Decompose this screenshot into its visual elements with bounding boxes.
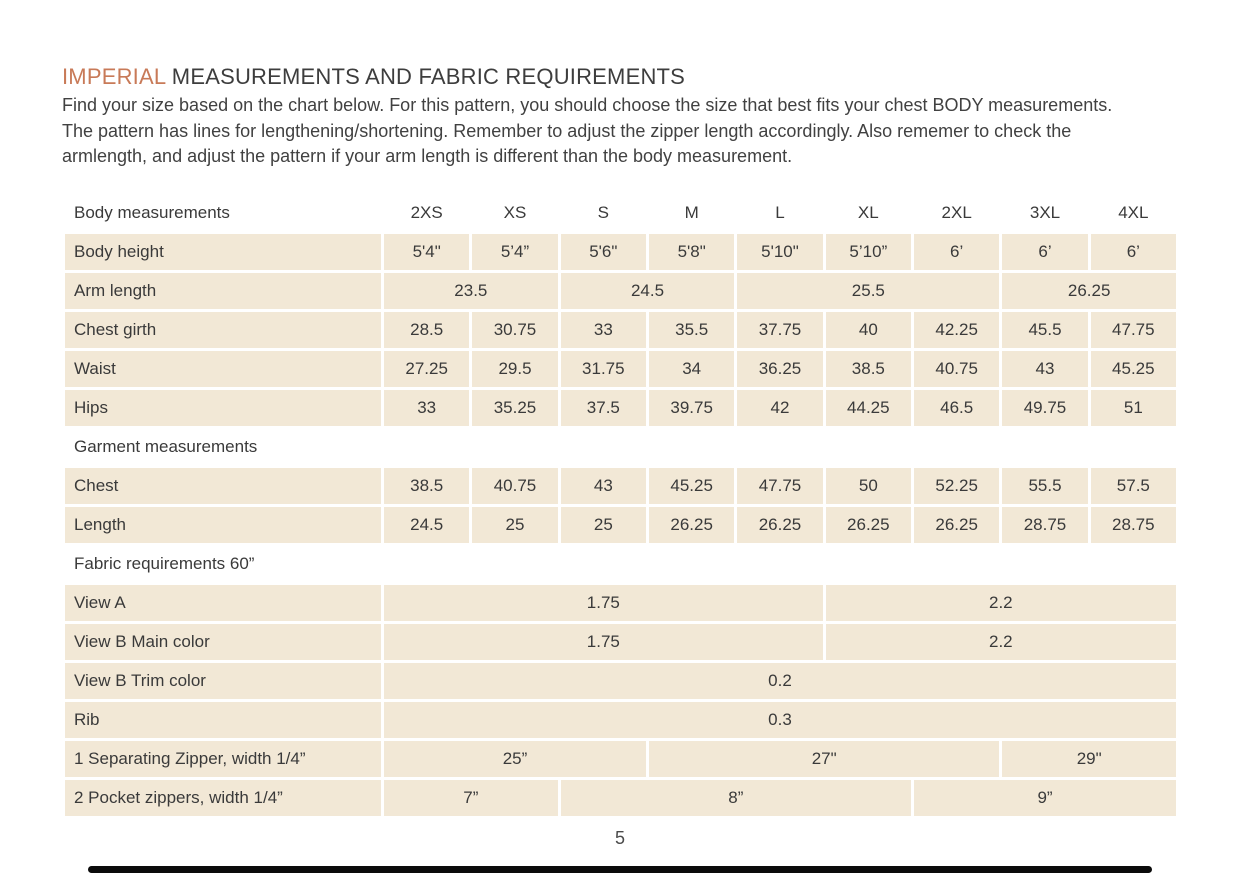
value-cell: 6’ xyxy=(1091,234,1176,270)
value-cell: 37.75 xyxy=(737,312,822,348)
value-cell: 45.25 xyxy=(1091,351,1176,387)
size-column-header: 4XL xyxy=(1118,203,1149,222)
value-cell: 43 xyxy=(561,468,646,504)
value-cell: 47.75 xyxy=(737,468,822,504)
size-column-header: L xyxy=(775,203,785,222)
value-cell: 46.5 xyxy=(914,390,999,426)
size-column-header: 3XL xyxy=(1029,203,1061,222)
value-cell: 25 xyxy=(472,507,557,543)
row-label: View B Main color xyxy=(65,624,381,660)
value-cell: 57.5 xyxy=(1091,468,1176,504)
value-cell: 51 xyxy=(1091,390,1176,426)
value-cell: 1.75 xyxy=(384,624,823,660)
value-cell: 50 xyxy=(826,468,911,504)
value-cell: 5’4” xyxy=(472,234,557,270)
value-cell: 31.75 xyxy=(561,351,646,387)
size-column-header: 2XS xyxy=(410,203,443,222)
value-cell: 2.2 xyxy=(826,624,1176,660)
value-cell: 30.75 xyxy=(472,312,557,348)
value-cell: 35.25 xyxy=(472,390,557,426)
value-cell: 0.3 xyxy=(384,702,1176,738)
value-cell: 42.25 xyxy=(914,312,999,348)
value-cell: 45.5 xyxy=(1002,312,1087,348)
row-label: Hips xyxy=(65,390,381,426)
value-cell: 33 xyxy=(384,390,469,426)
value-cell: 28.5 xyxy=(384,312,469,348)
value-cell: 40 xyxy=(826,312,911,348)
row-label: Chest girth xyxy=(65,312,381,348)
section-header: Garment measurements xyxy=(74,437,258,456)
value-cell: 8” xyxy=(561,780,911,816)
value-cell: 49.75 xyxy=(1002,390,1087,426)
bottom-bar xyxy=(88,866,1152,873)
row-label: 2 Pocket zippers, width 1/4” xyxy=(65,780,381,816)
value-cell: 33 xyxy=(561,312,646,348)
intro-paragraph: Find your size based on the chart below. For this pattern, you should choose the size that best fits your chest BODY measurements. The pattern has lines for lengthening/shortening. Remember to adjust the zipper length accordingly. Also rememer to check the armlength, and adjust the pattern if your arm length is different than the body measurement. xyxy=(62,95,1113,166)
value-cell: 27" xyxy=(649,741,999,777)
value-cell: 5'8" xyxy=(649,234,734,270)
value-cell: 1.75 xyxy=(384,585,823,621)
value-cell: 40.75 xyxy=(472,468,557,504)
value-cell: 2.2 xyxy=(826,585,1176,621)
value-cell: 25.5 xyxy=(737,273,999,309)
value-cell: 40.75 xyxy=(914,351,999,387)
value-cell: 38.5 xyxy=(384,468,469,504)
value-cell: 5'6" xyxy=(561,234,646,270)
value-cell: 28.75 xyxy=(1091,507,1176,543)
value-cell: 26.25 xyxy=(826,507,911,543)
value-cell: 38.5 xyxy=(826,351,911,387)
value-cell: 26.25 xyxy=(1002,273,1176,309)
value-cell: 42 xyxy=(737,390,822,426)
value-cell: 43 xyxy=(1002,351,1087,387)
value-cell: 45.25 xyxy=(649,468,734,504)
value-cell: 6’ xyxy=(1002,234,1087,270)
size-column-header: M xyxy=(684,203,699,222)
value-cell: 5'4" xyxy=(384,234,469,270)
size-table xyxy=(65,195,1176,816)
value-cell: 52.25 xyxy=(914,468,999,504)
size-column-header: S xyxy=(597,203,609,222)
value-cell: 25” xyxy=(384,741,646,777)
value-cell: 26.25 xyxy=(649,507,734,543)
row-label: Body height xyxy=(65,234,381,270)
value-cell: 6’ xyxy=(914,234,999,270)
value-cell: 26.25 xyxy=(737,507,822,543)
page-title-rest: MEASUREMENTS AND FABRIC REQUIREMENTS xyxy=(165,64,686,89)
row-label: View B Trim color xyxy=(65,663,381,699)
row-label: Arm length xyxy=(65,273,381,309)
page-title xyxy=(62,64,685,90)
size-column-header: 2XL xyxy=(941,203,972,222)
value-cell: 34 xyxy=(649,351,734,387)
value-cell: 37.5 xyxy=(561,390,646,426)
row-label: 1 Separating Zipper, width 1/4” xyxy=(65,741,381,777)
value-cell: 29" xyxy=(1002,741,1176,777)
value-cell: 5’10” xyxy=(826,234,911,270)
row-label: Length xyxy=(65,507,381,543)
value-cell: 29.5 xyxy=(472,351,557,387)
value-cell: 36.25 xyxy=(737,351,822,387)
row-label: Rib xyxy=(65,702,381,738)
value-cell: 24.5 xyxy=(384,507,469,543)
value-cell: 39.75 xyxy=(649,390,734,426)
value-cell: 55.5 xyxy=(1002,468,1087,504)
value-cell: 5'10" xyxy=(737,234,822,270)
size-column-header: XL xyxy=(857,203,879,222)
value-cell: 25 xyxy=(561,507,646,543)
value-cell: 23.5 xyxy=(384,273,558,309)
section-header: Fabric requirements 60” xyxy=(74,554,255,573)
value-cell: 44.25 xyxy=(826,390,911,426)
value-cell: 7” xyxy=(384,780,558,816)
page-number: 5 xyxy=(614,828,625,848)
row-label: Chest xyxy=(65,468,381,504)
row-label: View A xyxy=(65,585,381,621)
value-cell: 9” xyxy=(914,780,1176,816)
size-column-header: XS xyxy=(503,203,527,222)
page-title-accent: IMPERIAL xyxy=(62,64,166,89)
value-cell: 28.75 xyxy=(1002,507,1087,543)
value-cell: 35.5 xyxy=(649,312,734,348)
value-cell: 26.25 xyxy=(914,507,999,543)
row-label: Waist xyxy=(65,351,381,387)
column-header-label: Body measurements xyxy=(74,203,230,222)
value-cell: 0.2 xyxy=(384,663,1176,699)
value-cell: 47.75 xyxy=(1091,312,1176,348)
value-cell: 24.5 xyxy=(561,273,735,309)
value-cell: 27.25 xyxy=(384,351,469,387)
